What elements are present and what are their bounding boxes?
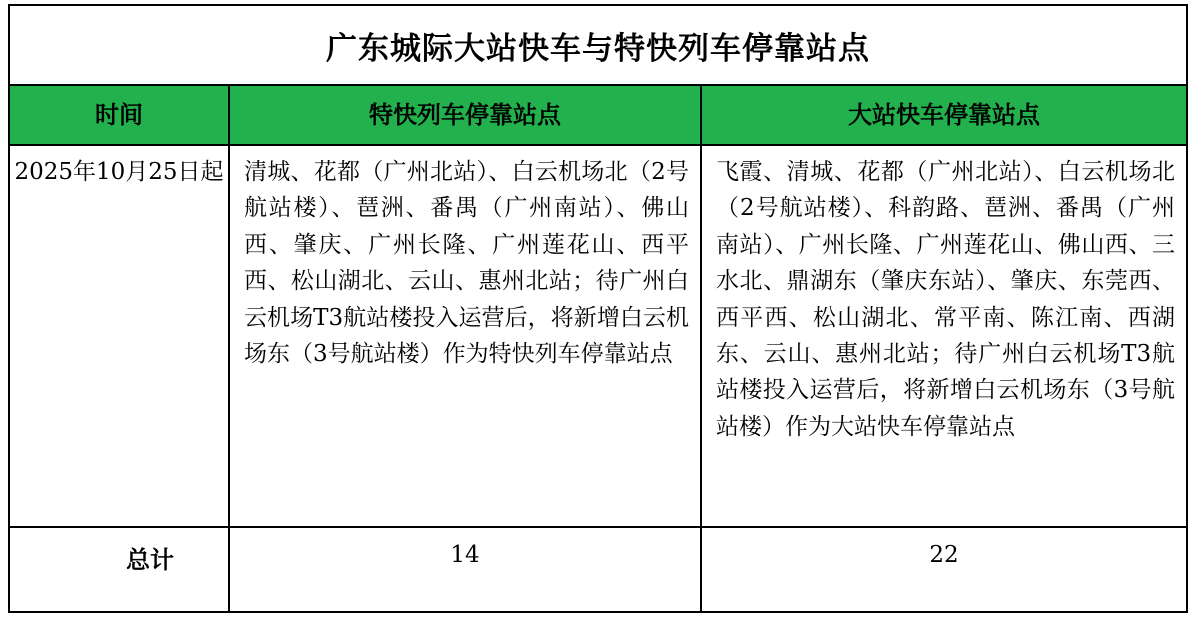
header-express-stops: 特快列车停靠站点 — [230, 86, 702, 146]
station-table — [8, 4, 1188, 613]
time-value: 2025年10月25日起 — [10, 146, 230, 528]
major-total-count: 22 — [929, 542, 959, 568]
express-total-count: 14 — [230, 528, 702, 611]
total-label: 总计 — [10, 528, 230, 611]
header-time: 时间 — [10, 86, 230, 146]
express-stops-text: 清城、花都（广州北站）、白云机场北（2号航站楼）、琶洲、番禺（广州南站）、佛山西、肇庆、广州长隆、广州莲花山、西平西、松山湖北、云山、惠州北站；待广州白云机场T3航站楼投入运营后，将新增白云机场东（3号航站楼）作为特快列车停靠站点 — [230, 146, 702, 528]
table-title: 广东城际大站快车与特快列车停靠站点 — [10, 6, 1186, 86]
major-stops-text: 飞霞、清城、花都（广州北站）、白云机场北（2号航站楼）、科韵路、琶洲、番禺（广州南站）、广州长隆、广州莲花山、佛山西、三水北、鼎湖东（肇庆东站）、肇庆、东莞西、西平西、松山湖北、常平南、陈江南、西湖东、云山、惠州北站；待广州白云机场T3航站楼投入运营后，将新增白云机场东（3号航站楼）作为大站快车停靠站点 — [702, 146, 1186, 528]
header-major-stops: 大站快车停靠站点 — [702, 86, 1186, 146]
